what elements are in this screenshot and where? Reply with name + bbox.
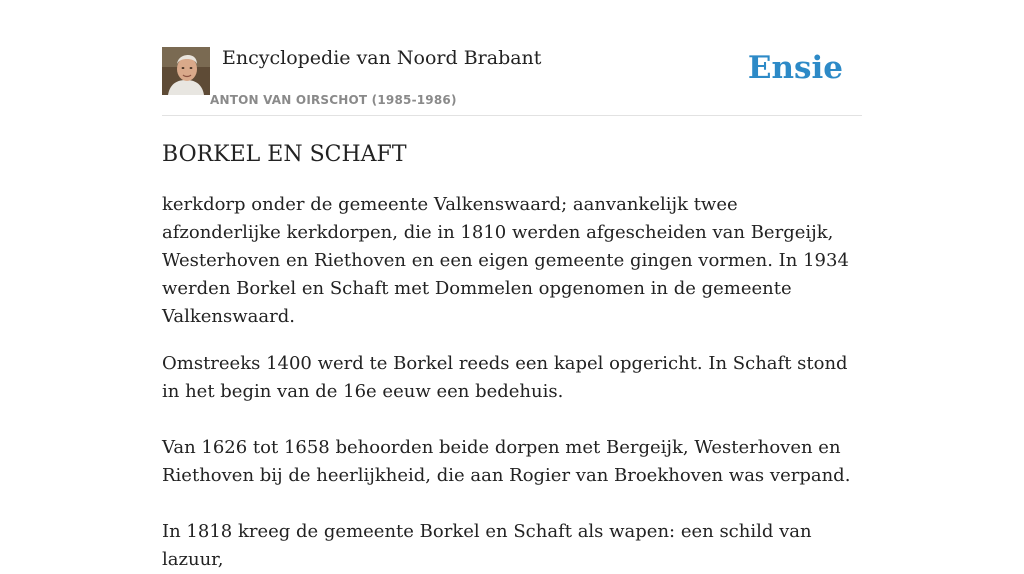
article-paragraph: kerkdorp onder de gemeente Valkenswaard; aanvankelijk twee afzonderlijke kerkdorpen, die in 1810 werden afgescheiden van Bergeijk, Westerhoven en Riethoven en een eigen gemeente gingen vormen. In 1934 werden Borkel en Schaft met Dommelen opgenomen in de gemeente Valkenswaard. <box>162 194 849 327</box>
author-name[interactable]: ANTON VAN OIRSCHOT (1985-1986) <box>210 93 457 107</box>
article-paragraph: Omstreeks 1400 werd te Borkel reeds een kapel opgericht. In Schaft stond in het begin van de 16e eeuw een bedehuis. <box>162 353 848 402</box>
encyclopedia-title[interactable]: Encyclopedie van Noord Brabant <box>222 47 542 69</box>
source-header <box>162 46 862 116</box>
article-paragraph: Van 1626 tot 1658 behoorden beide dorpen met Bergeijk, Westerhoven en Riethoven bij de heerlijkheid, die aan Rogier van Broekhoven was verpand. <box>162 437 851 486</box>
author-portrait-icon <box>162 47 210 95</box>
article-paragraph: In 1818 kreeg de gemeente Borkel en Schaft als wapen: een schild van lazuur, <box>162 521 812 570</box>
ensie-logo[interactable]: Ensie <box>747 50 843 86</box>
author-avatar[interactable] <box>162 47 210 95</box>
entry-title: BORKEL EN SCHAFT <box>162 142 407 167</box>
article-body <box>162 138 862 574</box>
